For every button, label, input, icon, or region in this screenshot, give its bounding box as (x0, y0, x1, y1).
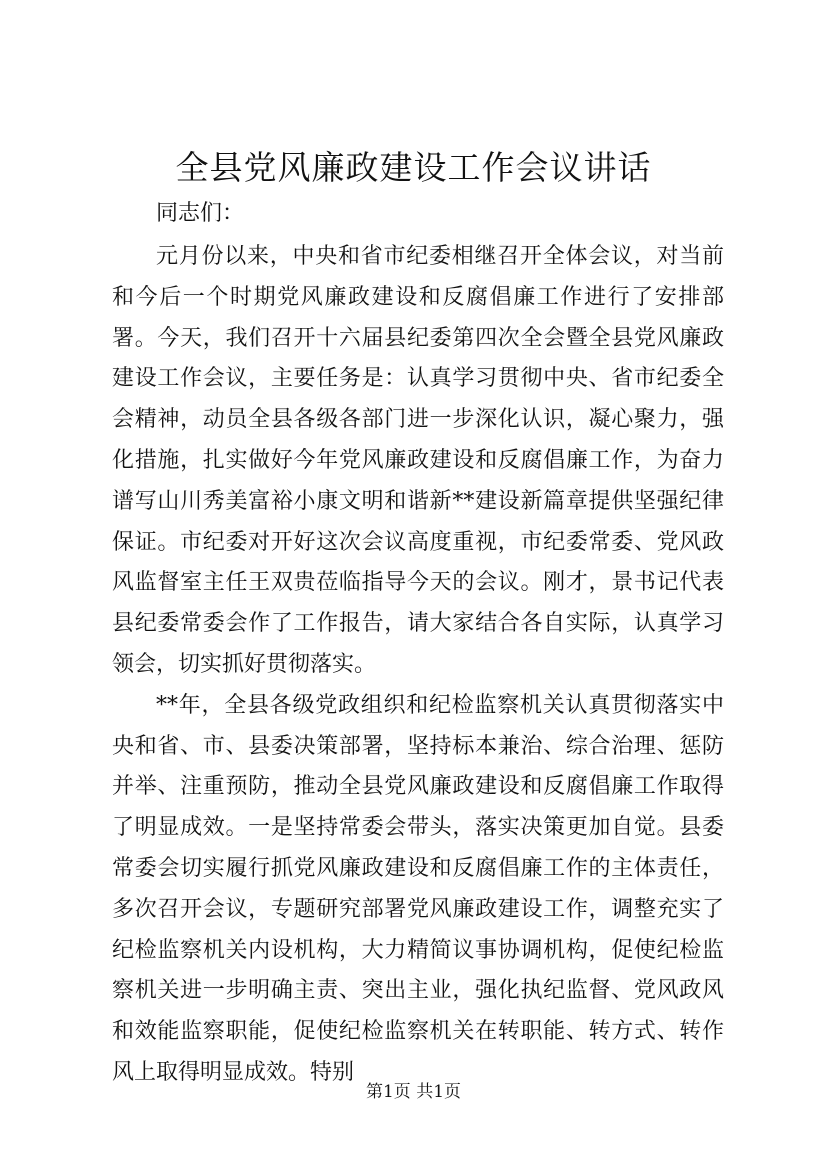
document-title: 全县党风廉政建设工作会议讲话 (175, 148, 652, 187)
paragraph-1: 元月份以来，中央和省市纪委相继召开全体会议，对当前和今后一个时期党风廉政建设和反腐倡廉工作进行了安排部署。今天，我们召开十六届县纪委第四次全会暨全县党风廉政建设工作会议，主要任务是：认真学习贯彻中央、省市纪委全会精神，动员全县各级各部门进一步深化认识，凝心聚力，强化措施，扎实做好今年党风廉政建设和反腐倡廉工作，为奋力谱写山川秀美富裕小康文明和谐新**建设新篇章提供坚强纪律保证。市纪委对开好这次会议高度重视，市纪委常委、党风政风监督室主任王双贵莅临指导今天的会议。刚才，景书记代表县纪委常委会作了工作报告，请大家结合各自实际，认真学习领会，切实抓好贯彻落实。 (112, 244, 724, 677)
document-body (112, 237, 724, 1094)
paragraph-2: **年，全县各级党政组织和纪检监察机关认真贯彻落实中央和省、市、县委决策部署，坚持标本兼治、综合治理、惩防并举、注重预防，推动全县党风廉政建设和反腐倡廉工作取得了明显成效。一是坚持常委会带头，落实决策更加自觉。县委常委会切实履行抓党风廉政建设和反腐倡廉工作的主体责任，多次召开会议，专题研究部署党风廉政建设工作，调整充实了纪检监察机关内设机构，大力精简议事协调机构，促使纪检监察机关进一步明确主责、突出主业，强化执纪监督、党风政风和效能监察职能，促使纪检监察机关在转职能、转方式、转作风上取得明显成效。特别 (112, 692, 724, 1085)
page-footer: 第1页 共1页 (365, 1082, 462, 1102)
salutation: 同志们： (156, 201, 245, 226)
